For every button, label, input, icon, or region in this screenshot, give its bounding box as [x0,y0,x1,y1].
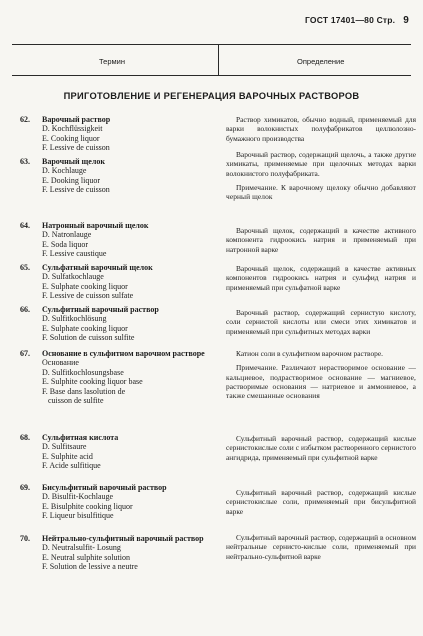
definition-text: Варочный щелок, содержащий в качестве активных компонентов гидроокись натрия и сульфид натрия и применяемый при сульфатной варке [226,264,416,292]
term-equivalents [20,230,216,258]
term-equivalent: D. Sulfitsaure [42,442,87,452]
term-heading [20,483,216,492]
term-name: Основание в сульфитном варочном растворе [42,349,205,358]
column-header-definition: Определение [297,57,345,66]
term-equivalent: cuisson de sulfite [42,396,104,406]
term-equivalent: Основание [42,358,79,368]
term-name: Нейтрально-сульфитный варочный раствор [42,534,204,543]
term-equivalent: D. Kochlauge [42,166,87,176]
definition-70 [226,533,416,566]
term-entry [20,349,216,405]
definition-note: Примечание. К варочному щелоку обычно добавляют черный щелок [226,182,416,202]
definition-text: Варочный раствор, содержащий щелочь, а также другие химикаты, применяемые при щелочных методах варки волокнистого полуфабриката. [226,150,416,178]
term-equivalent: F. Acide sulfitique [42,461,101,471]
definition-text: Варочный щелок, содержащий в качестве активного компонента гидроокись натрия и применяемый при натронной варке [226,226,416,254]
page-number: 9 [403,15,409,26]
term-equivalent: E. Soda liquor [42,239,88,249]
term-heading [20,349,216,358]
term-equivalent: D. Sulfatkochlauge [42,272,104,282]
term-number: 63. [20,157,30,166]
term-number: 66. [20,305,30,314]
term-equivalent: E. Sulphite cooking liquor base [42,377,143,387]
term-equivalents [20,543,216,571]
term-name: Варочный раствор [42,115,111,124]
standard-label: ГОСТ 17401—80 Стр. [305,15,396,25]
term-heading [20,221,216,230]
term-entry [20,157,216,195]
term-equivalent: F. Solution de cuisson sulfite [42,333,135,343]
term-equivalents [20,166,216,194]
term-number: 68. [20,433,30,442]
term-entry [20,115,216,153]
term-equivalent: D. Sulfitkochlosungsbase [42,367,124,377]
definition-text: Сульфитный варочный раствор, содержащий кислые сернистокислые соли с избытком растворенного сернистого ангидрида, применяемый при сульфитной варке [226,434,416,462]
definition-64 [226,226,416,259]
term-equivalent: E. Sulphate cooking liquor [42,281,128,291]
term-equivalent: D. Kochflüssigkeit [42,124,103,134]
term-equivalents [20,442,216,470]
definition-65 [226,264,416,297]
term-equivalent: F. Lessive caustique [42,249,107,259]
term-equivalents [20,314,216,342]
term-name: Варочный щелок [42,157,105,166]
term-equivalents [20,124,216,152]
term-name: Сульфатный варочный щелок [42,263,153,272]
term-equivalent: E. Sulphate cooking liquor [42,323,128,333]
table-top-rule [12,44,411,45]
definition-text: Сульфитный варочный раствор, содержащий кислые сернистокислые соли, применяемый при бисульфитной варке [226,488,416,516]
column-header-terms: Термин [99,57,125,66]
term-number: 67. [20,349,30,358]
definition-68 [226,434,416,467]
term-equivalent: E. Dooking liquor [42,175,100,185]
term-equivalent: E. Bisulphite cooking liquor [42,501,133,511]
definition-note: Примечание. Различают нерастворимое основание — кальциевое, подрастворимое основание — магниевое, растворимые основания — натриевое и аммониевое, а также смешанные основания [226,363,416,401]
term-number: 65. [20,263,30,272]
term-equivalent: D. Bisulfit-Kochlauge [42,492,114,502]
term-equivalent: F. Lessive de cuisson [42,185,110,195]
term-heading [20,115,216,124]
term-heading [20,305,216,314]
term-heading [20,534,216,543]
term-equivalent: D. Neutralsulfit- Losung [42,543,121,553]
term-equivalent: F. Lessive de cuisson [42,143,110,153]
definition-66 [226,308,416,341]
term-equivalents [20,358,216,405]
definition-67 [226,349,416,405]
definition-text: Катион соли в сульфитном варочном растворе. [236,349,383,358]
term-heading [20,157,216,166]
term-name: Сульфитный варочный раствор [42,305,159,314]
definition-62 [226,115,416,148]
term-equivalent: E. Cooking liquor [42,133,100,143]
term-heading [20,433,216,442]
term-equivalent: F. Solution de lessive a neutre [42,562,138,572]
page-header [305,15,409,26]
term-equivalent: F. Base dans lasolution de [42,386,126,396]
term-equivalent: F. Lessive de cuisson sulfate [42,291,134,301]
term-equivalent: D. Natronlauge [42,230,92,240]
term-equivalent: F. Liqueur bisulfitique [42,511,114,521]
term-name: Сульфитная кислота [42,433,119,442]
term-entry [20,433,216,471]
definition-69 [226,488,416,521]
definition-63 [226,150,416,206]
term-name: Бисульфитный варочный раствор [42,483,167,492]
definition-text: Раствор химикатов, обычно водный, применяемый для варки волокнистых полуфабрикатов целлюлозно-бумажного производства [226,115,416,143]
term-equivalents [20,272,216,300]
term-equivalent: D. Sulfitkochlösung [42,314,107,324]
term-equivalents [20,492,216,520]
term-number: 64. [20,221,30,230]
definition-text: Варочный раствор, содержащий сернистую кислоту, соли сернистой кислоты или смеси этих химикатов и применяемый при сульфитных методах варки [226,308,416,336]
term-number: 70. [20,534,30,543]
term-equivalent: E. Neutral sulphite solution [42,552,130,562]
term-entry [20,221,216,259]
column-divider [218,44,219,75]
term-name: Натронный варочный щелок [42,221,149,230]
term-entry [20,534,216,572]
term-heading [20,263,216,272]
term-number: 69. [20,483,30,492]
definition-text: Сульфитный варочный раствор, содержащий в основном нейтральные сернисто-кислые соли, применяемый при нейтрально-сульфитной варке [226,533,416,561]
section-title: ПРИГОТОВЛЕНИЕ И РЕГЕНЕРАЦИЯ ВАРОЧНЫХ РАСТВОРОВ [63,91,360,101]
term-entry [20,263,216,301]
term-entry [20,483,216,521]
term-entry [20,305,216,343]
term-number: 62. [20,115,30,124]
term-equivalent: E. Sulphite acid [42,451,93,461]
table-header-rule [12,75,411,76]
